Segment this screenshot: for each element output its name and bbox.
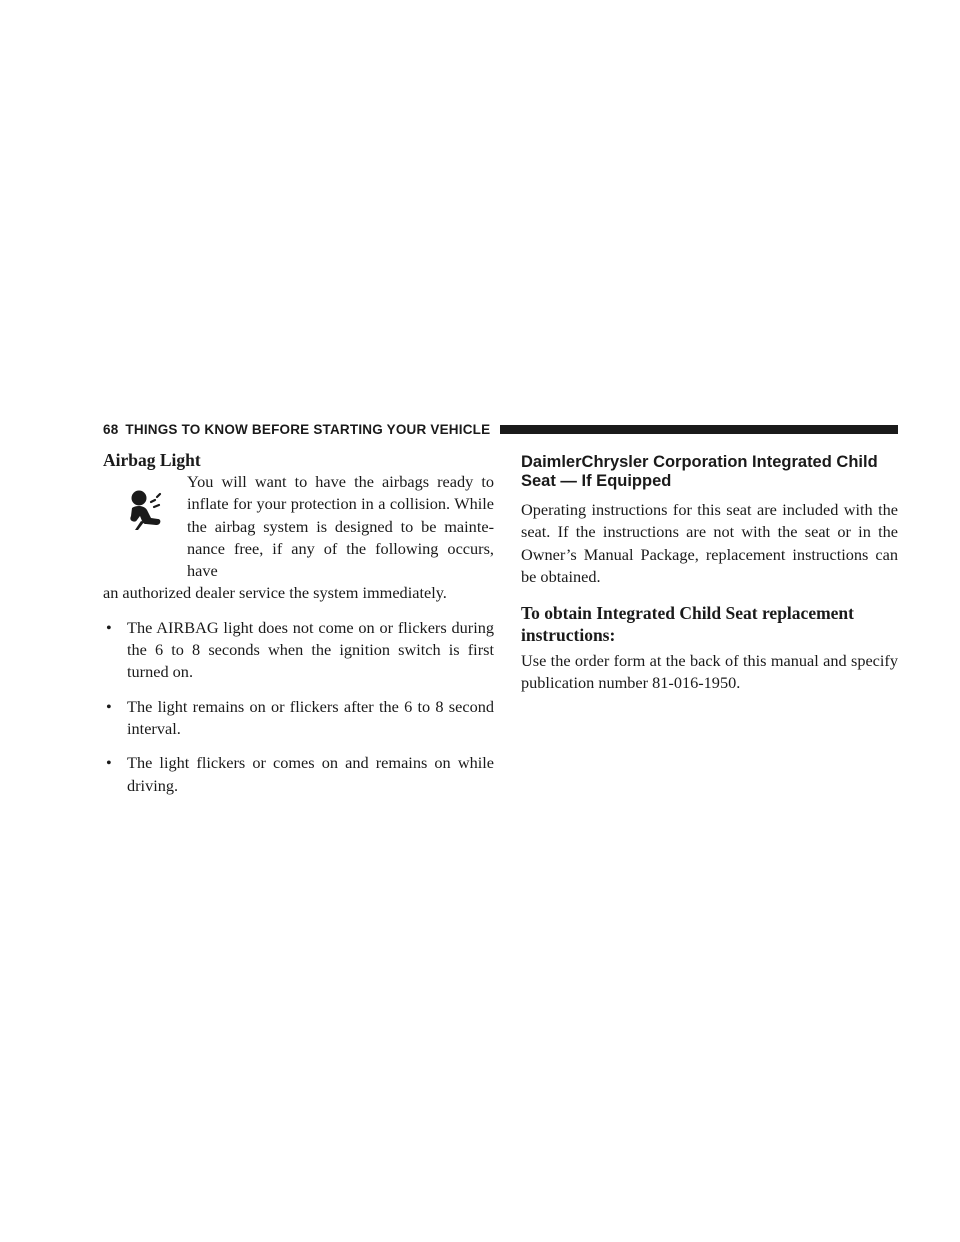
list-item-text: The light flickers or comes on and remains on while driving. — [127, 753, 494, 795]
running-header — [103, 419, 898, 439]
right-column — [521, 449, 898, 695]
bullet-icon: • — [106, 753, 112, 773]
header-rule — [500, 425, 898, 434]
list-item — [103, 752, 494, 797]
bullet-icon: • — [106, 696, 112, 716]
airbag-intro-text: You will want to have the airbags ready to inflate for your protection in a collision. While the airbag system is designed to be mainte- nance free, if any of the following occurs, have — [187, 472, 494, 581]
bullet-icon: • — [106, 617, 112, 637]
header-title: THINGS TO KNOW BEFORE STARTING YOUR VEHICLE — [125, 421, 491, 437]
airbag-conditions-list — [103, 617, 494, 797]
left-column — [103, 449, 494, 809]
order-form-paragraph: Use the order form at the back of this manual and specify publication number 81-016-1950. — [521, 651, 898, 693]
airbag-warning-icon — [127, 489, 171, 531]
page-number: 68 — [103, 421, 119, 437]
list-item-text: The light remains on or flickers after the 6 to 8 second interval. — [127, 696, 494, 738]
list-item — [103, 696, 494, 741]
list-item — [103, 617, 494, 684]
child-seat-paragraph: Operating instructions for this seat are included with the seat. If the instructions are not with the seat or in the Owner’s Manual Package, replacement instructions can be obtained. — [521, 500, 898, 586]
airbag-intro-tail: an authorized dealer service the system immediately. — [103, 583, 447, 603]
list-item-text: The AIRBAG light does not come on or flickers during the 6 to 8 seconds when the ignition switch is first turned on. — [127, 617, 494, 682]
integrated-child-seat-heading: DaimlerChrysler Corporation Integrated Child Seat — If Equipped — [521, 453, 878, 490]
airbag-intro — [103, 471, 494, 605]
replacement-instructions-subheading: To obtain Integrated Child Seat replacement instructions: — [521, 603, 854, 646]
airbag-light-heading: Airbag Light — [103, 450, 201, 470]
